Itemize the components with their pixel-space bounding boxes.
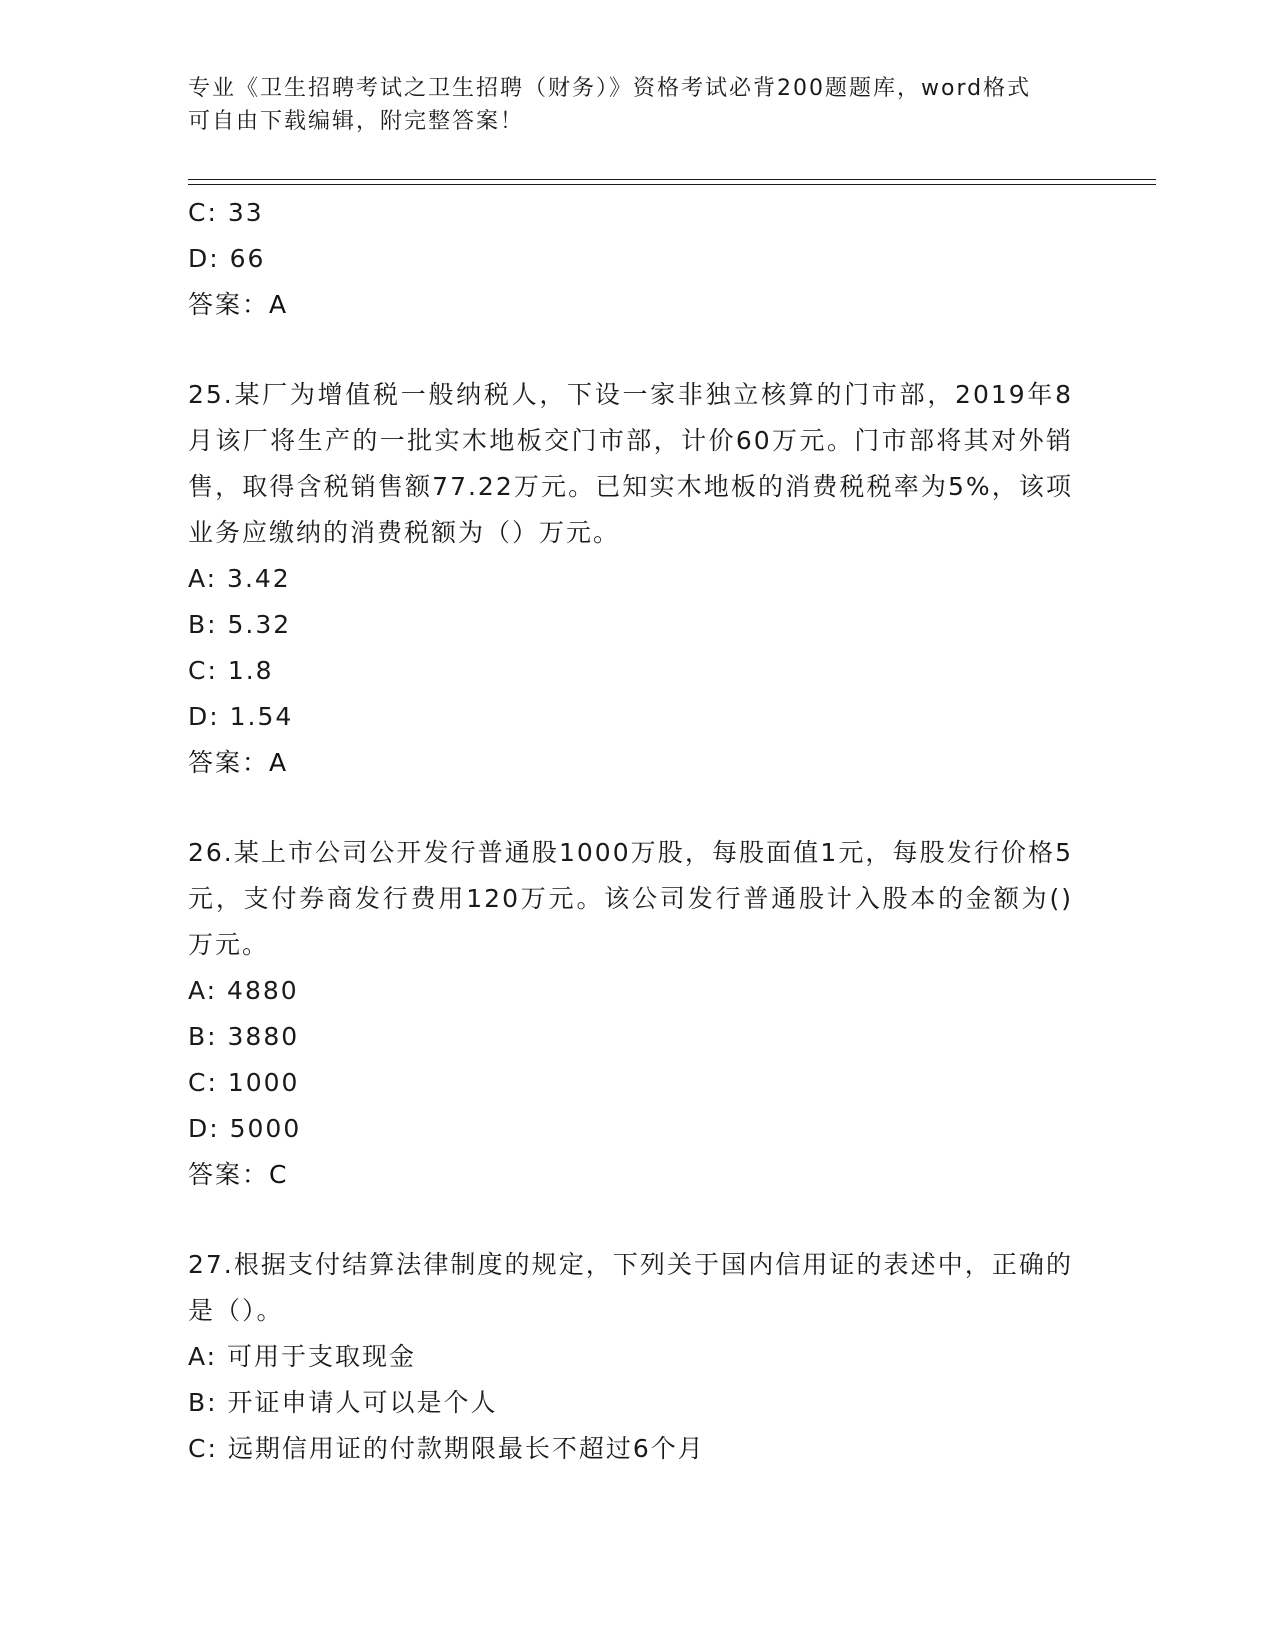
question-stem: 26.某上市公司公开发行普通股1000万股，每股面值1元，每股发行价格5元，支付券商发行费用120万元。该公司发行普通股计入股本的金额为()万元。 <box>188 838 1073 959</box>
document-header <box>188 72 1088 138</box>
option-c: C: 远期信用证的付款期限最长不超过6个月 <box>188 1434 705 1463</box>
block-spacer <box>188 328 1088 372</box>
option-c: C: 1000 <box>188 1068 300 1097</box>
document-body <box>188 190 1088 1472</box>
option-d: D: 5000 <box>188 1114 302 1143</box>
answer-line: 答案：A <box>188 748 289 777</box>
option-d: D: 66 <box>188 244 266 273</box>
question-stem: 27.根据支付结算法律制度的规定，下列关于国内信用证的表述中，正确的是（）。 <box>188 1250 1073 1325</box>
block-spacer <box>188 786 1088 830</box>
option-c: C: 1.8 <box>188 656 274 685</box>
option-a: A: 4880 <box>188 976 299 1005</box>
header-divider-top <box>188 179 1156 180</box>
question-block-prev <box>188 190 1088 328</box>
question-block-25 <box>188 372 1088 786</box>
option-b: B: 5.32 <box>188 610 292 639</box>
answer-line: 答案：A <box>188 290 289 319</box>
question-block-27 <box>188 1242 1088 1472</box>
option-a: A: 可用于支取现金 <box>188 1342 417 1371</box>
option-c: C: 33 <box>188 198 264 227</box>
option-a: A: 3.42 <box>188 564 291 593</box>
option-d: D: 1.54 <box>188 702 294 731</box>
header-line-1: 专业《卫生招聘考试之卫生招聘（财务）》资格考试必背200题题库，word格式 <box>188 76 1032 101</box>
option-b: B: 开证申请人可以是个人 <box>188 1388 498 1417</box>
header-line-2: 可自由下载编辑，附完整答案！ <box>188 109 525 134</box>
header-divider-bottom <box>188 184 1156 185</box>
option-b: B: 3880 <box>188 1022 300 1051</box>
block-spacer <box>188 1198 1088 1242</box>
question-block-26 <box>188 830 1088 1198</box>
question-stem: 25.某厂为增值税一般纳税人，下设一家非独立核算的门市部，2019年8月该厂将生产的一批实木地板交门市部，计价60万元。门市部将其对外销售，取得含税销售额77.22万元。已知实木地板的消费税税率为5%，该项业务应缴纳的消费税额为（）万元。 <box>188 380 1073 547</box>
answer-line: 答案：C <box>188 1160 289 1189</box>
